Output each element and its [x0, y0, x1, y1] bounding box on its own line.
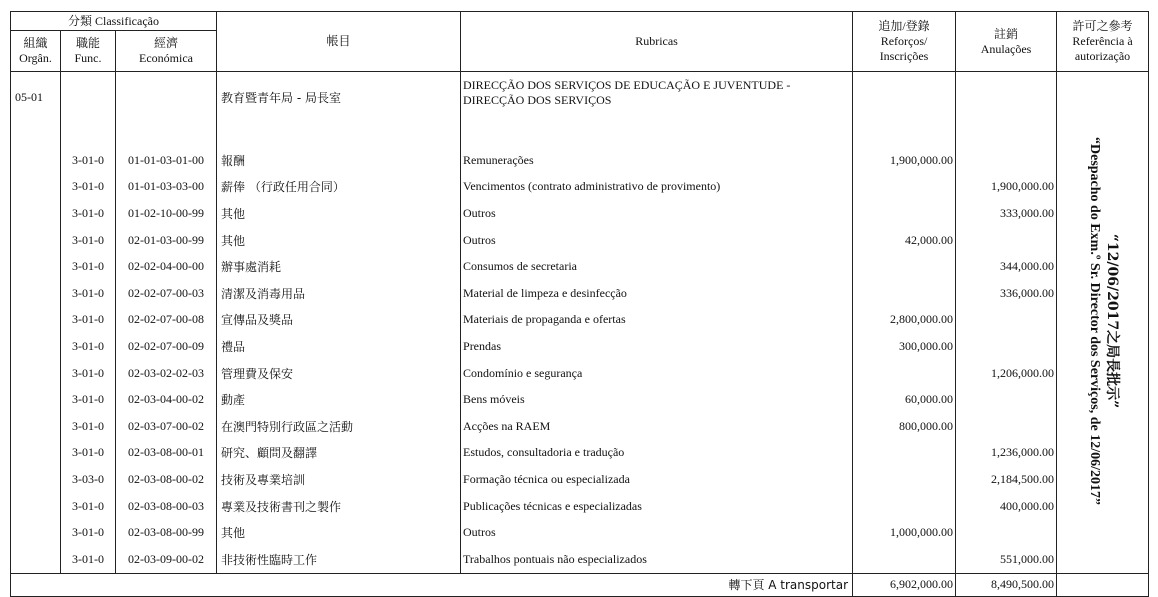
table-row	[11, 227, 1149, 254]
row-account: 在澳門特別行政區之活動	[217, 413, 461, 440]
row-annulment	[956, 519, 1057, 546]
row-func: 3-01-0	[61, 360, 116, 387]
row-func: 3-01-0	[61, 227, 116, 254]
row-econ: 02-02-07-00-09	[116, 333, 217, 360]
row-organ-cell	[11, 227, 61, 254]
row-reinforcement: 2,800,000.00	[853, 307, 956, 334]
row-organ-cell	[11, 253, 61, 280]
row-organ-cell	[11, 519, 61, 546]
organ-annulment-cell	[956, 72, 1057, 148]
row-func: 3-01-0	[61, 440, 116, 467]
authorization-zh: “12/06/2017之局長批示”	[1103, 234, 1120, 409]
row-annulment	[956, 147, 1057, 174]
row-econ: 01-01-03-01-00	[116, 147, 217, 174]
row-econ: 02-02-07-00-03	[116, 280, 217, 307]
row-econ: 02-03-08-00-03	[116, 493, 217, 520]
account-header: 帳目	[217, 12, 461, 72]
table-row	[11, 386, 1149, 413]
table-row	[11, 413, 1149, 440]
header-row	[11, 12, 1149, 31]
row-rubric: Estudos, consultadoria e tradução	[461, 440, 853, 467]
organ-reinforcement-cell	[853, 72, 956, 148]
row-econ: 02-03-07-00-02	[116, 413, 217, 440]
table-row	[11, 333, 1149, 360]
row-econ: 02-03-08-00-01	[116, 440, 217, 467]
row-econ: 02-02-04-00-00	[116, 253, 217, 280]
row-reinforcement	[853, 253, 956, 280]
row-annulment: 1,900,000.00	[956, 174, 1057, 201]
row-func: 3-01-0	[61, 307, 116, 334]
row-account: 辦事處消耗	[217, 253, 461, 280]
row-organ-cell	[11, 360, 61, 387]
row-econ: 02-02-07-00-08	[116, 307, 217, 334]
row-rubric: Materiais de propaganda e ofertas	[461, 307, 853, 334]
row-account: 清潔及消毒用品	[217, 280, 461, 307]
row-organ-cell	[11, 386, 61, 413]
row-reinforcement	[853, 360, 956, 387]
row-func: 3-03-0	[61, 466, 116, 493]
row-organ-cell	[11, 413, 61, 440]
total-label-text: 轉下頁 A transportar	[728, 578, 849, 592]
row-econ: 02-03-08-00-99	[116, 519, 217, 546]
row-annulment	[956, 413, 1057, 440]
row-organ-cell	[11, 440, 61, 467]
row-reinforcement	[853, 493, 956, 520]
row-reinforcement	[853, 200, 956, 227]
table-row	[11, 466, 1149, 493]
organ-econ-cell	[116, 72, 217, 148]
row-account: 專業及技術書刊之製作	[217, 493, 461, 520]
row-annulment	[956, 307, 1057, 334]
row-reinforcement	[853, 546, 956, 573]
table-row	[11, 280, 1149, 307]
row-reinforcement: 1,900,000.00	[853, 147, 956, 174]
row-account: 禮品	[217, 333, 461, 360]
functional-header: 職能 Func.	[61, 31, 116, 72]
row-reinforcement: 42,000.00	[853, 227, 956, 254]
organ-func-cell	[61, 72, 116, 148]
row-func: 3-01-0	[61, 333, 116, 360]
row-rubric: Condomínio e segurança	[461, 360, 853, 387]
row-account: 非技術性臨時工作	[217, 546, 461, 573]
row-annulment: 400,000.00	[956, 493, 1057, 520]
row-rubric: Formação técnica ou especializada	[461, 466, 853, 493]
table-row	[11, 519, 1149, 546]
row-func: 3-01-0	[61, 253, 116, 280]
row-account: 技術及專業培訓	[217, 466, 461, 493]
row-organ-cell	[11, 147, 61, 174]
table-row	[11, 253, 1149, 280]
row-rubric: Outros	[461, 200, 853, 227]
row-func: 3-01-0	[61, 493, 116, 520]
row-reinforcement: 800,000.00	[853, 413, 956, 440]
row-func: 3-01-0	[61, 147, 116, 174]
row-reinforcement	[853, 174, 956, 201]
row-organ-cell	[11, 466, 61, 493]
rubrics-header: Rubricas	[461, 12, 853, 72]
row-func: 3-01-0	[61, 413, 116, 440]
reinforcements-header: 追加/登錄 Reforços/ Inscrições	[853, 12, 956, 72]
economic-header: 經濟 Económica	[116, 31, 217, 72]
total-row	[11, 573, 1149, 596]
budget-document	[10, 11, 1149, 597]
row-rubric: Trabalhos pontuais não especializados	[461, 546, 853, 573]
row-func: 3-01-0	[61, 386, 116, 413]
total-reinforcement: 6,902,000.00	[853, 573, 956, 596]
row-rubric: Outros	[461, 227, 853, 254]
table-row	[11, 147, 1149, 174]
row-annulment: 333,000.00	[956, 200, 1057, 227]
row-organ-cell	[11, 200, 61, 227]
total-annulment: 8,490,500.00	[956, 573, 1057, 596]
row-annulment: 2,184,500.00	[956, 466, 1057, 493]
row-account: 研究、顧問及翻譯	[217, 440, 461, 467]
row-func: 3-01-0	[61, 174, 116, 201]
row-annulment: 1,236,000.00	[956, 440, 1057, 467]
total-label	[11, 573, 853, 596]
row-rubric: Remunerações	[461, 147, 853, 174]
authorization-pt: “Despacho do Exm.º Sr. Director dos Serviços, de 12/06/2017”	[1086, 137, 1102, 506]
row-organ-cell	[11, 280, 61, 307]
row-organ-cell	[11, 546, 61, 573]
annulments-header: 註銷 Anulações	[956, 12, 1057, 72]
row-reinforcement	[853, 466, 956, 493]
table-row	[11, 546, 1149, 573]
row-annulment	[956, 227, 1057, 254]
row-econ: 02-03-02-02-03	[116, 360, 217, 387]
table-row	[11, 307, 1149, 334]
organ-rubric-cell	[461, 72, 853, 148]
row-annulment	[956, 386, 1057, 413]
row-func: 3-01-0	[61, 200, 116, 227]
authorization-cell	[1057, 72, 1149, 574]
organ-account-cell	[217, 72, 461, 148]
authorization-text	[1086, 121, 1120, 521]
row-annulment: 1,206,000.00	[956, 360, 1057, 387]
row-rubric: Vencimentos (contrato administrativo de provimento)	[461, 174, 853, 201]
table-row	[11, 200, 1149, 227]
row-annulment: 336,000.00	[956, 280, 1057, 307]
row-account: 報酬	[217, 147, 461, 174]
row-rubric: Consumos de secretaria	[461, 253, 853, 280]
row-reinforcement	[853, 280, 956, 307]
row-rubric: Prendas	[461, 333, 853, 360]
row-annulment: 551,000.00	[956, 546, 1057, 573]
row-annulment: 344,000.00	[956, 253, 1057, 280]
table-row	[11, 440, 1149, 467]
row-account: 動產	[217, 386, 461, 413]
row-rubric: Acções na RAEM	[461, 413, 853, 440]
organ-account: 教育暨青年局 - 局長室	[221, 91, 341, 105]
row-annulment	[956, 333, 1057, 360]
row-account: 薪俸 （行政任用合同）	[217, 174, 461, 201]
row-econ: 01-02-10-00-99	[116, 200, 217, 227]
row-rubric: Bens móveis	[461, 386, 853, 413]
row-func: 3-01-0	[61, 546, 116, 573]
row-organ-cell	[11, 493, 61, 520]
row-econ: 02-03-04-00-02	[116, 386, 217, 413]
row-rubric: Material de limpeza e desinfecção	[461, 280, 853, 307]
table-row	[11, 493, 1149, 520]
row-organ-cell	[11, 174, 61, 201]
organ-row	[11, 72, 1149, 148]
organ-rubric: DIRECÇÃO DOS SERVIÇOS DE EDUCAÇÃO E JUVENTUDE - DIRECÇÃO DOS SERVIÇOS	[463, 78, 791, 107]
row-account: 其他	[217, 200, 461, 227]
row-econ: 01-01-03-03-00	[116, 174, 217, 201]
organic-header: 組織 Orgân.	[11, 31, 61, 72]
row-account: 其他	[217, 227, 461, 254]
row-econ: 02-01-03-00-99	[116, 227, 217, 254]
row-econ: 02-03-08-00-02	[116, 466, 217, 493]
table-row	[11, 174, 1149, 201]
row-account: 其他	[217, 519, 461, 546]
row-account: 管理費及保安	[217, 360, 461, 387]
authorization-header: 許可之參考 Referência à autorização	[1057, 12, 1149, 72]
row-organ-cell	[11, 307, 61, 334]
row-reinforcement: 1,000,000.00	[853, 519, 956, 546]
budget-table	[10, 11, 1149, 597]
row-func: 3-01-0	[61, 280, 116, 307]
budget-body	[11, 72, 1149, 574]
table-row	[11, 360, 1149, 387]
row-reinforcement	[853, 440, 956, 467]
row-reinforcement: 60,000.00	[853, 386, 956, 413]
row-organ-cell	[11, 333, 61, 360]
organ-code: 05-01	[11, 72, 61, 148]
classification-header: 分類 Classificação	[11, 12, 217, 31]
row-rubric: Outros	[461, 519, 853, 546]
row-econ: 02-03-09-00-02	[116, 546, 217, 573]
row-rubric: Publicações técnicas e especializadas	[461, 493, 853, 520]
row-func: 3-01-0	[61, 519, 116, 546]
row-reinforcement: 300,000.00	[853, 333, 956, 360]
total-ref-cell	[1057, 573, 1149, 596]
row-account: 宣傳品及獎品	[217, 307, 461, 334]
